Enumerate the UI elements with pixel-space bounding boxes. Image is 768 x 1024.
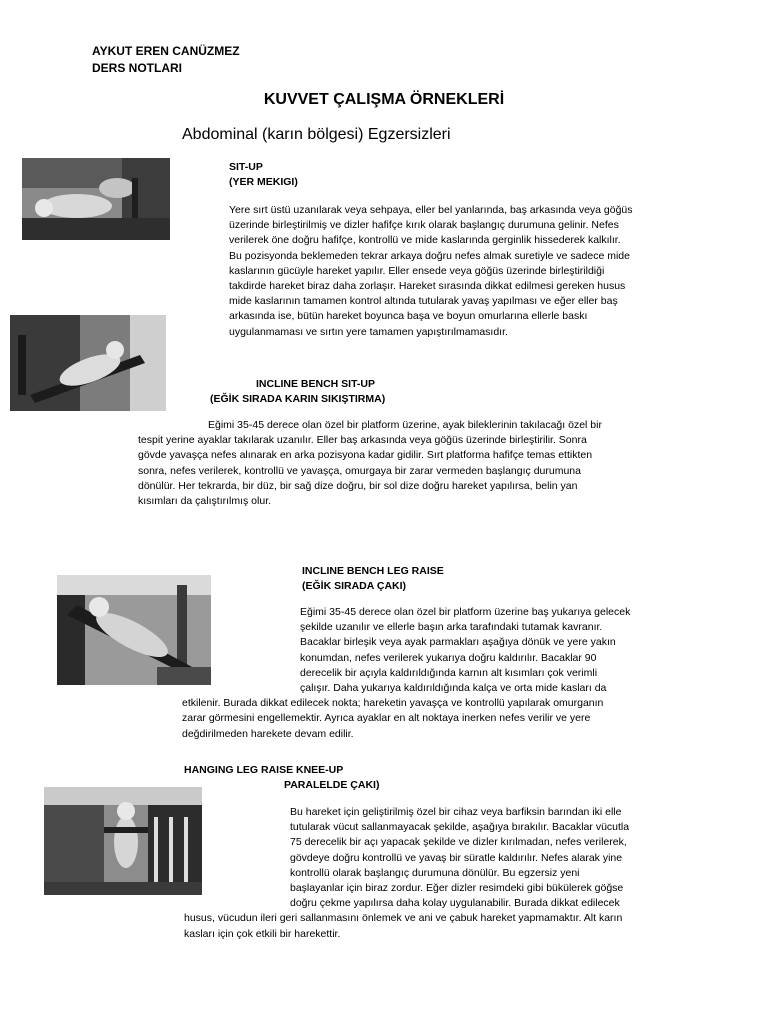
sit-up-photo (22, 158, 170, 240)
incline-bench-sit-up-photo (10, 315, 166, 411)
exercise-subtitle-incline-bench-sit-up: (EĞİK SIRADA KARIN SIKIŞTIRMA) (210, 393, 386, 405)
exercise-description-incline-bench-leg-raise: Eğimi 35-45 derece olan özel bir platform üzerine baş yukarıya gelecek şekilde uzanılır ve ellerle başın arka tarafındaki tutamak kavranır. Bacaklar birleşik veya ayak parmakları aşağıya dönük ve yere yakın konumdan, nefes verilerek yukarıya doğru kaldırılır. Bacaklar 90 derecelik bir açıyla kaldırıldığında karnın alt kısımları çok verimli çalışır. Daha yukarıya kaldırıldığında kalça ve orta mide kasları da etkilenir. Burada dikkat edilecek nokta; hareketin yavaşça ve kontrollü yapılarak omurganın zarar görmesini engellemektir. Ayrıca ayaklar en alt noktaya inerken nefes verilir ve yere değdirilmeden harekete devam edilir. (182, 606, 631, 740)
exercise-title-sit-up: SIT-UP (YER MEKIGI) (229, 161, 298, 188)
page-title: KUVVET ÇALIŞMA ÖRNEKLERİ (263, 91, 505, 108)
exercise-description-incline-bench-sit-up: Eğimi 35-45 derece olan özel bir platform üzerine, ayak bileklerinin takılacağı özel bir tespit yerine ayaklar takılarak uzanılır. Eller baş arkasında veya göğüs üzerinde birleştirilir. Sonra gövde yavaşça nefes alınarak en arka pozisyona kadar gidilir. Sırt platforma hafifçe temas ettikten sonra, nefes verilerek, kontrollü ve yavaşça, omurgaya bir zarar vermeden başlangıç durumuna dönülür. Her tekrarda, bir düz, bir sağ dize doğru, bir sol dize doğru hareket yapılırsa, belin yan kısımları da çalıştırılmış olur. (138, 419, 602, 508)
hanging-leg-raise-photo (44, 787, 202, 895)
author-name: AYKUT EREN CANÜZMEZ (92, 44, 240, 58)
exercise-description-hanging-leg-raise: Bu hareket için geliştirilmiş özel bir cihaz veya barfiksin barından iki elle tutularak vücut sallanmayacak şekilde, aşağıya bırakılır. Bacaklar vücutla 75 derecelik bir açı yapacak şekilde ve dizler kırılmadan, nefes verilerek, gövdeye doğru kontrollü ve yavaş bir süratle kaldırılır. Nefes alarak yine kontrollü olarak başlangıç durumuna dönülür. Bu egzersiz yeni başlayanlar için biraz zordur. Eğer dizler resimdeki gibi bükülerek göğse doğru çekme yapılırsa daha kolay uygulanabilir. Burada dikkat edilecek husus, vücudun ileri geri sallanmasını önlemek ve ani ve çabuk hareket yapmamaktır. Alt karın kasları için çok etkili bir harekettir. (184, 806, 630, 940)
exercise-title-hanging-leg-raise: HANGING LEG RAISE KNEE-UP (184, 764, 344, 776)
exercise-title-incline-bench-sit-up: INCLINE BENCH SIT-UP (256, 378, 376, 390)
course-notes-label: DERS NOTLARI (92, 61, 182, 75)
exercise-description-sit-up: Yere sırt üstü uzanılarak veya sehpaya, eller bel yanlarında, baş arkasında veya göğüs üzerinde birleştirilmiş ve dizler hafifçe kırık olarak başlangıç durumuna gelinir. Nefes verilerek öne doğru hafifçe, kontrollü ve mide kaslarında gerginlik hissederek kalkılır. Bu pozisyonda beklemeden tekrar arkaya doğru nefes almak suretiyle ve sadece mide kaslarının gücüyle hareket yapılır. Eller ensede veya göğüs üzerinde birleştirildiği takdirde hareket biraz daha zorlaşır. Hareket sırasında dikkat edilmesi gereken husus mide kaslarının tamamen kontrol altında tutularak yavaş yapılması ve eğer eller baş arkasında ise, bütün hareket boyunca başa ve boyun omurlarına ellerle baskı uygulanmaması ve sırtın yere tamamen yapıştırılmamasıdır. (229, 204, 633, 338)
exercise-title-incline-bench-leg-raise: INCLINE BENCH LEG RAISE (EĞİK SIRADA ÇAKI) (302, 565, 444, 592)
section-subtitle: Abdominal (karın bölgesi) Egzersizleri (182, 126, 451, 143)
exercise-subtitle-hanging-leg-raise: PARALELDE ÇAKI) (284, 779, 380, 791)
